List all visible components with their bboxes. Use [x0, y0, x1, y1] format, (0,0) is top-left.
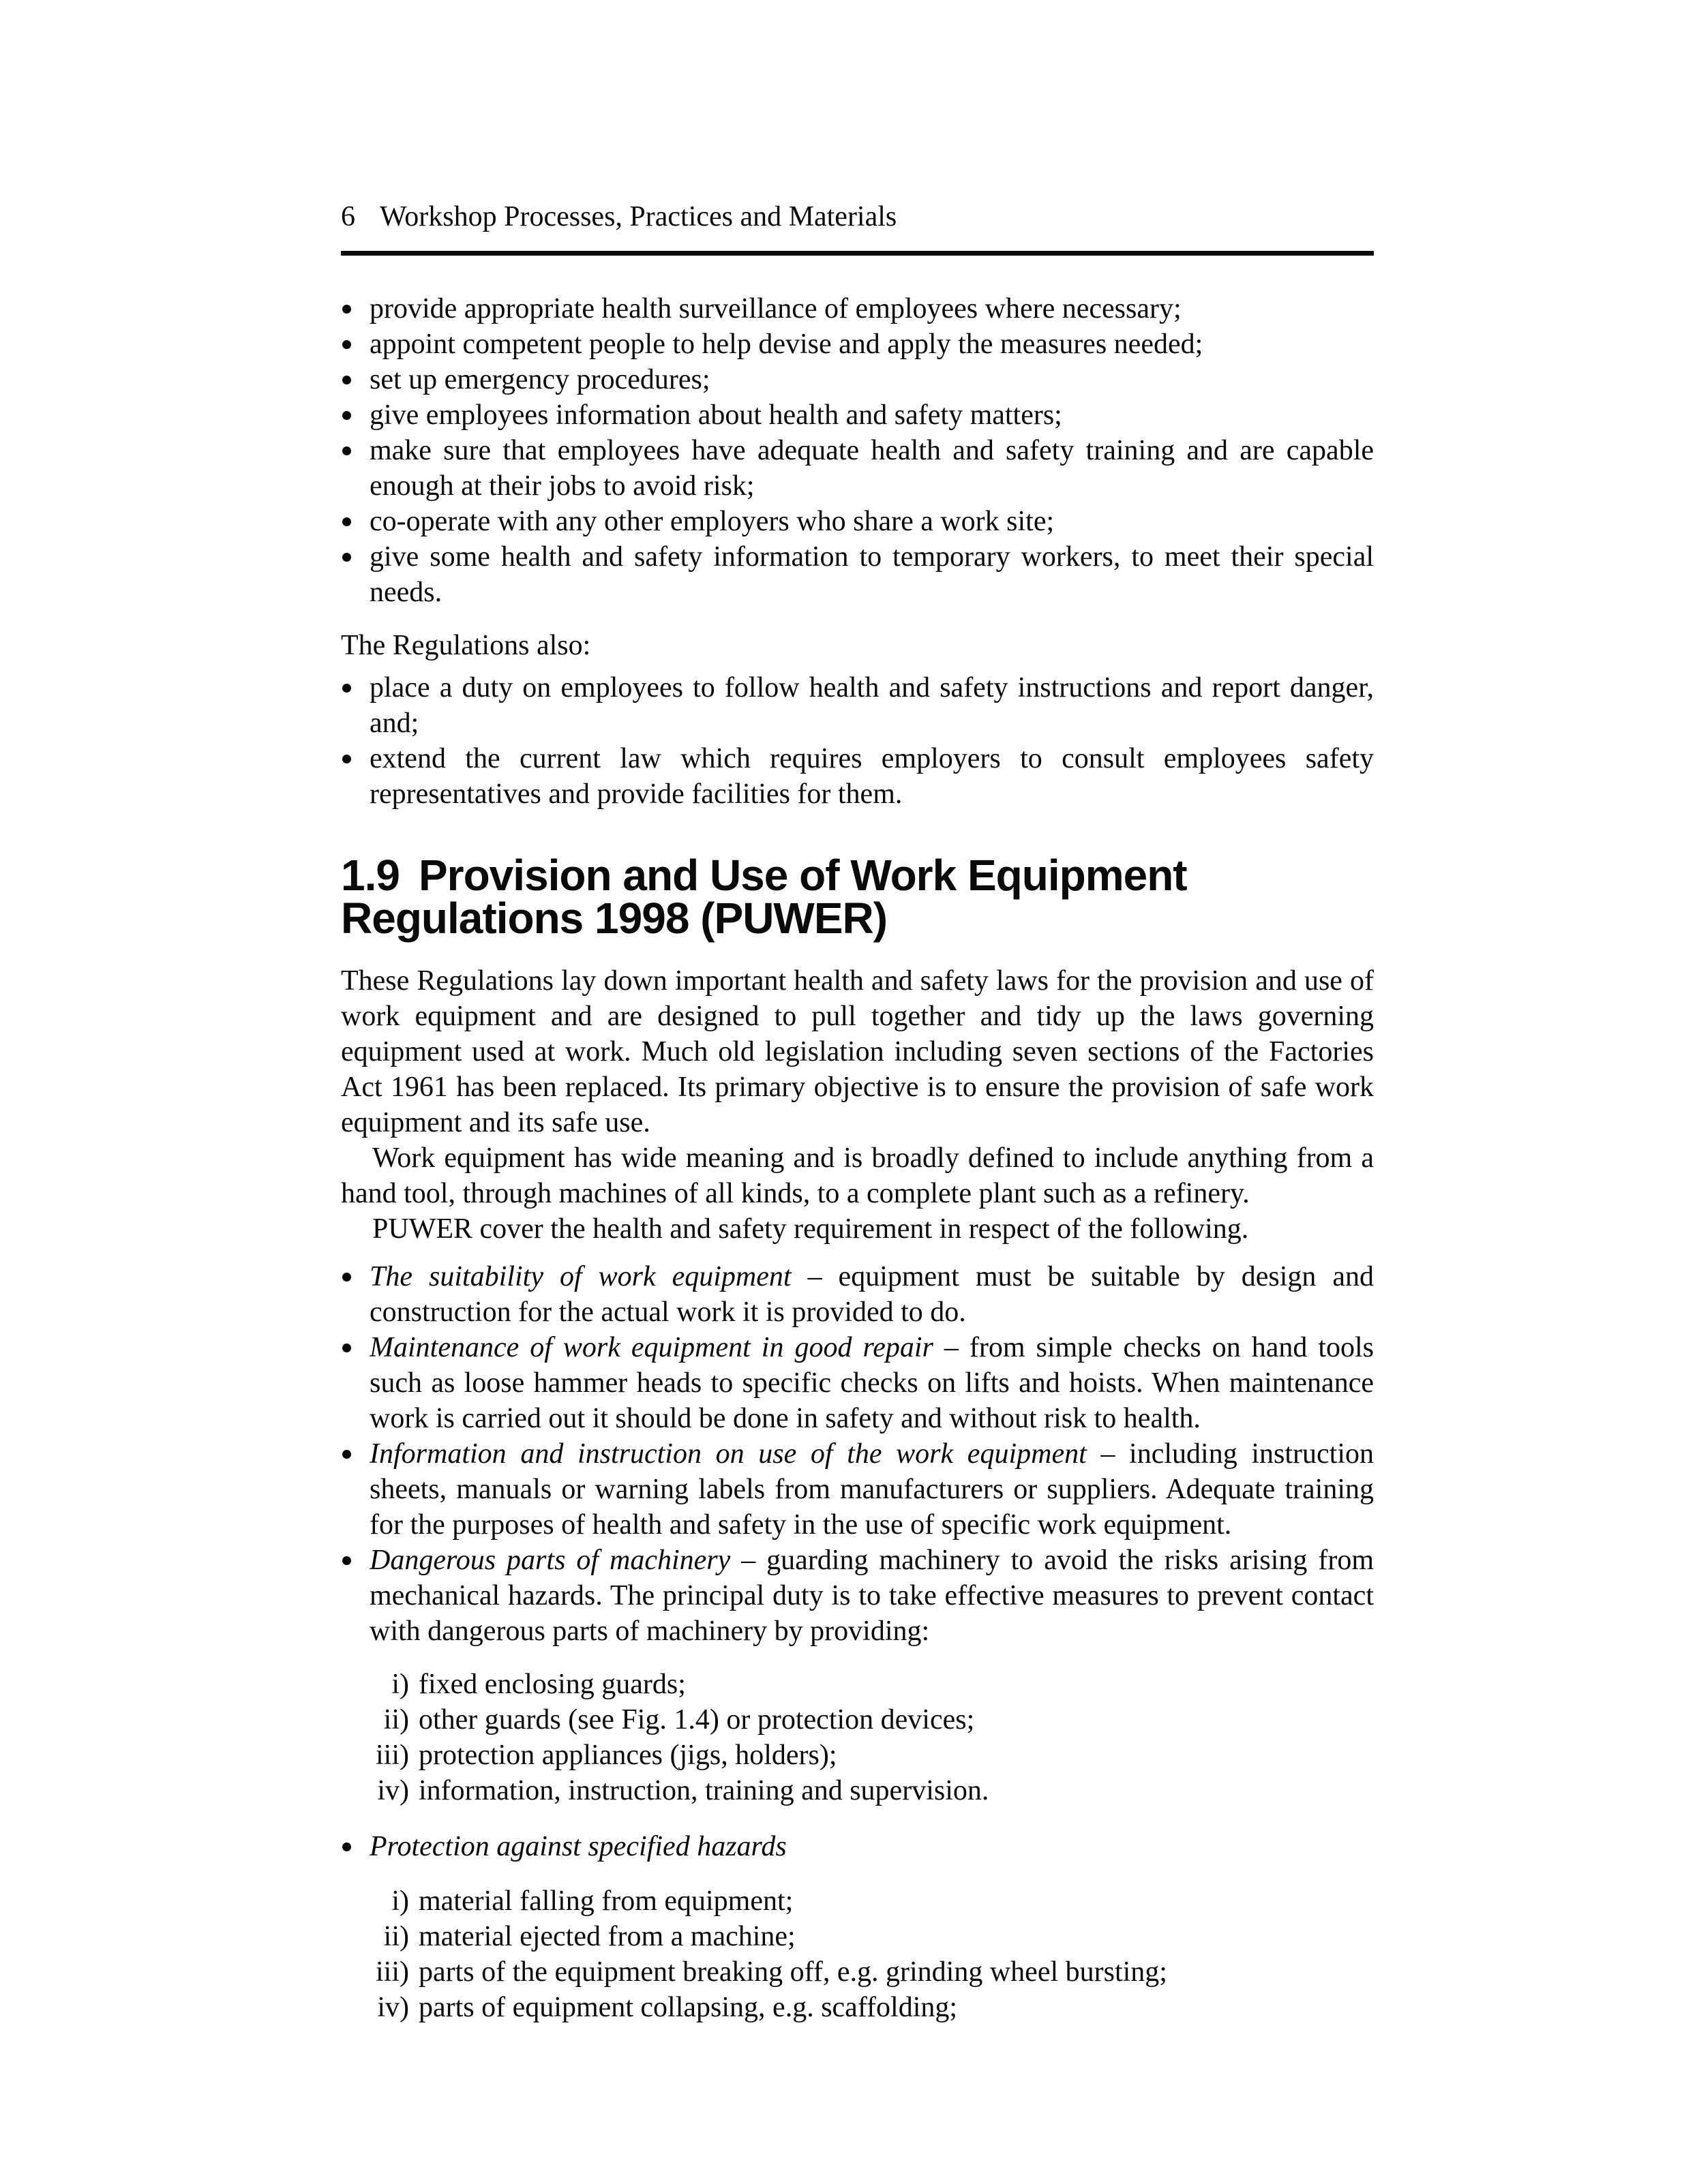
roman-numeral: iv): [377, 1775, 409, 1806]
bullet-text: provide appropriate health surveillance of employees where necessary;: [370, 293, 1182, 324]
bullet-icon: [342, 755, 351, 763]
italic-lead: Protection against specified hazards: [370, 1831, 787, 1862]
employer-duties-list: [341, 291, 1374, 610]
list-item: [341, 539, 1374, 610]
list-item: [341, 291, 1374, 327]
roman-text: fixed enclosing guards;: [419, 1669, 686, 1700]
roman-numeral: ii): [383, 1921, 409, 1952]
bullet-icon: [342, 411, 351, 420]
bullet-text: give employees information about health and safety matters;: [370, 399, 1062, 431]
bullet-text: – from simple checks on hand tools such as loose hammer heads to specific checks on lifts and hoists. When maintenance work is carried out it should be done in safety and without risk to health.: [370, 1332, 1375, 1434]
hazards-roman-list: [341, 1883, 1374, 2025]
header-rule: [341, 251, 1374, 256]
section-title-line-1: [341, 851, 1374, 900]
roman-item: [341, 1919, 1374, 1954]
roman-item: [341, 1990, 1374, 2025]
list-item: [341, 504, 1374, 539]
roman-item: [341, 1883, 1374, 1919]
bullet-icon: [342, 684, 351, 693]
roman-text: information, instruction, training and supervision.: [419, 1775, 989, 1806]
roman-text: parts of equipment collapsing, e.g. scaffolding;: [419, 1992, 958, 2023]
paragraph-puwer-cover: PUWER cover the health and safety requirement in respect of the following.: [372, 1213, 1249, 1245]
paragraph-provision: These Regulations lay down important health and safety laws for the provision and use of work equipment and are designed to pull together and tidy up the laws governing equipment used at work. Much old legislation including seven sections of the Factories Act 1961 has been replaced. Its primary objective is to ensure the provision of safe work equipment and its safe use.: [341, 965, 1374, 1138]
roman-item: [341, 1954, 1374, 1990]
roman-numeral: iii): [376, 1956, 409, 1988]
bullet-icon: [342, 1344, 351, 1352]
hazards-bullet: [341, 1829, 1374, 1864]
bullet-text: – guarding machinery to avoid the risks arising from mechanical hazards. The principal duty is to take effective measures to prevent contact with dangerous parts of machinery by providing:: [370, 1545, 1374, 1647]
roman-numeral: iv): [377, 1992, 409, 2023]
bullet-icon: [342, 1842, 351, 1851]
page-number: 6: [341, 201, 355, 232]
roman-numeral: iii): [376, 1740, 409, 1771]
regulations-also-lead: The Regulations also:: [341, 630, 591, 661]
bullet-icon: [342, 340, 351, 349]
bullet-text: co-operate with any other employers who share a work site;: [370, 506, 1055, 537]
roman-text: material falling from equipment;: [419, 1885, 794, 1917]
bullet-text: appoint competent people to help devise and apply the measures needed;: [370, 329, 1203, 360]
running-header: [341, 199, 1374, 234]
running-title: Workshop Processes, Practices and Materials: [380, 201, 897, 232]
bullet-text: make sure that employees have adequate health and safety training and are capable enough at their jobs to avoid risk;: [370, 435, 1374, 502]
list-item: [341, 670, 1374, 741]
bullet-icon: [342, 1273, 351, 1281]
roman-numeral: i): [391, 1885, 409, 1917]
bullet-text: give some health and safety information to temporary workers, to meet their special needs.: [370, 541, 1374, 608]
bullet-icon: [342, 376, 351, 384]
bullet-icon: [342, 1450, 351, 1459]
italic-lead: Maintenance of work equipment in good repair: [370, 1332, 933, 1363]
paragraph-work-equipment: Work equipment has wide meaning and is broadly defined to include anything from a hand tool, through machines of all kinds, to a complete plant such as a refinery.: [341, 1142, 1374, 1209]
section-title-text: Provision and Use of Work Equipment: [418, 851, 1187, 900]
roman-text: protection appliances (jigs, holders);: [419, 1740, 837, 1771]
list-item: [341, 397, 1374, 433]
list-item: [341, 1543, 1374, 1649]
section-heading: [341, 851, 1374, 943]
roman-item: [341, 1702, 1374, 1738]
list-item: [341, 1829, 1374, 1864]
roman-text: other guards (see Fig. 1.4) or protection devices;: [419, 1704, 975, 1735]
roman-text: parts of the equipment breaking off, e.g. grinding wheel bursting;: [419, 1956, 1167, 1988]
list-item: [341, 362, 1374, 397]
italic-lead: Information and instruction on use of the work equipment: [370, 1438, 1087, 1470]
puwer-requirements-list: [341, 1259, 1374, 1649]
bullet-text: place a duty on employees to follow health and safety instructions and report danger, and;: [370, 672, 1374, 739]
guards-roman-list: [341, 1667, 1374, 1808]
list-item: [341, 433, 1374, 504]
list-item: [341, 1259, 1374, 1330]
italic-lead: The suitability of work equipment: [370, 1261, 792, 1292]
bullet-text: set up emergency procedures;: [370, 364, 710, 395]
list-item: [341, 741, 1374, 812]
roman-numeral: ii): [383, 1704, 409, 1735]
italic-lead: Dangerous parts of machinery: [370, 1545, 731, 1576]
bullet-icon: [342, 1556, 351, 1565]
section-title-line-2: Regulations 1998 (PUWER): [341, 894, 888, 943]
roman-item: [341, 1738, 1374, 1773]
list-item: [341, 1436, 1374, 1543]
roman-numeral: i): [391, 1669, 409, 1700]
bullet-icon: [342, 517, 351, 526]
bullet-text: extend the current law which requires employers to consult employees safety representatives and provide facilities for them.: [370, 743, 1374, 810]
roman-item: [341, 1667, 1374, 1702]
bullet-icon: [342, 305, 351, 314]
section-number: 1.9: [341, 851, 400, 900]
bullet-text: – including instruction sheets, manuals or warning labels from manufacturers or suppliers. Adequate training for the purposes of health and safety in the use of specific work equipment.: [370, 1438, 1375, 1541]
regulations-also-list: [341, 670, 1374, 812]
list-item: [341, 327, 1374, 362]
roman-text: material ejected from a machine;: [419, 1921, 796, 1952]
bullet-icon: [342, 553, 351, 562]
list-item: [341, 1330, 1374, 1436]
bullet-icon: [342, 446, 351, 455]
bullet-text: – equipment must be suitable by design and construction for the actual work it is provided to do.: [370, 1261, 1375, 1328]
roman-item: [341, 1773, 1374, 1808]
